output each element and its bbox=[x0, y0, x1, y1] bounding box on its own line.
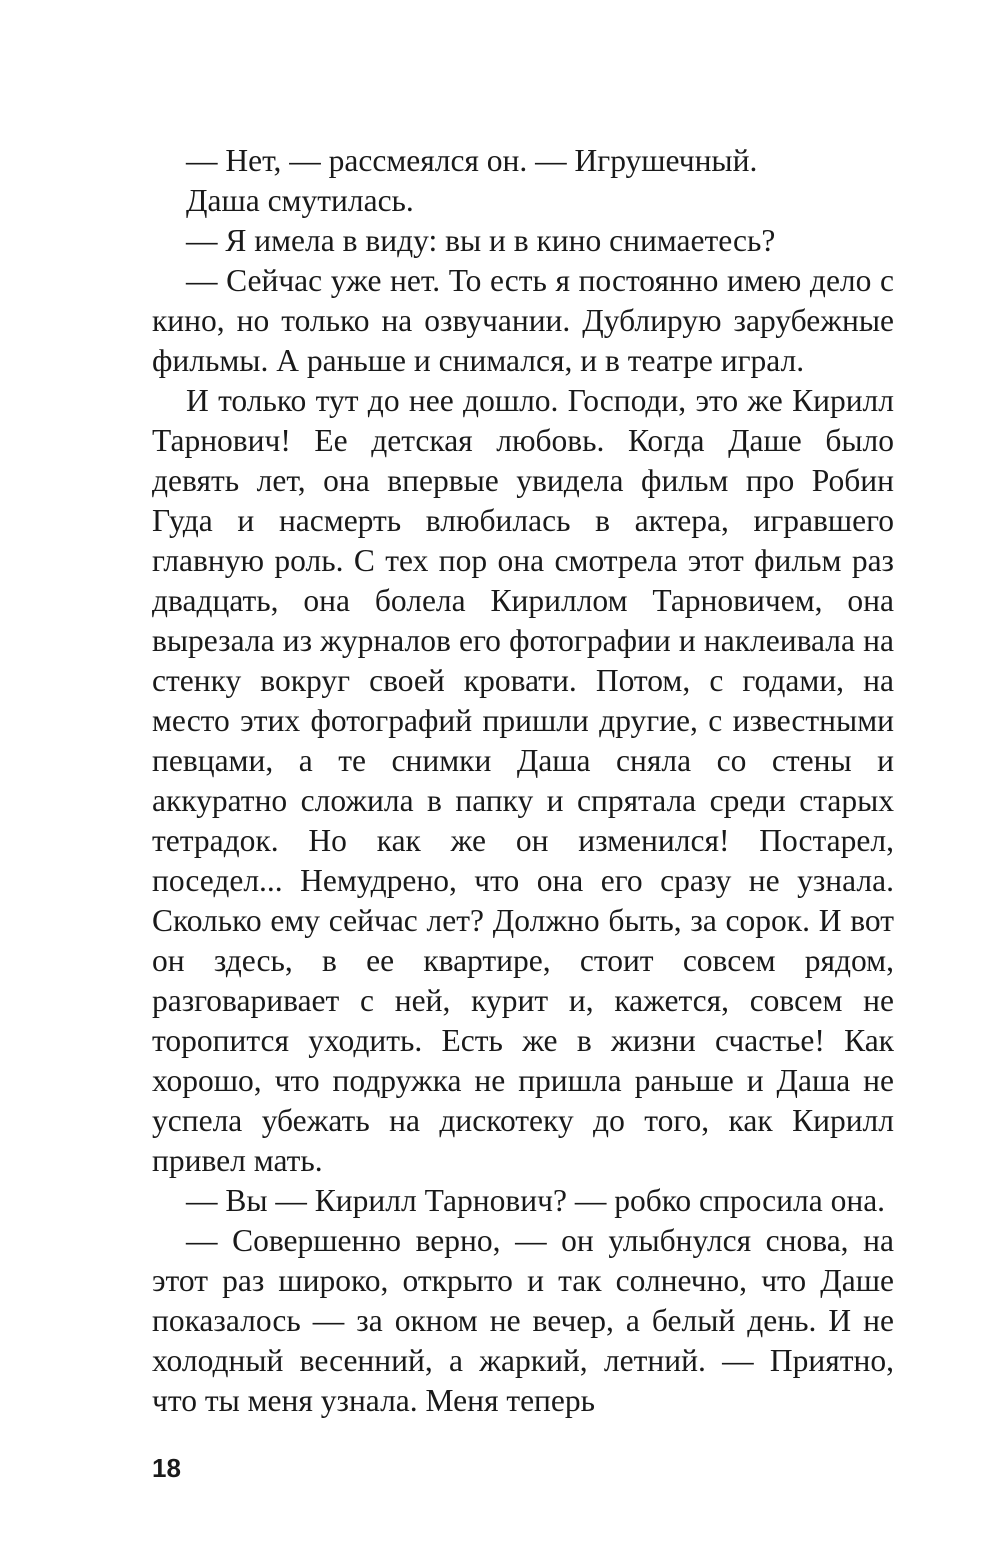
paragraph: — Вы — Кирилл Тарнович? — робко спросила она. bbox=[186, 1183, 886, 1218]
paragraph: — Нет, — рассмеялся он. — Игрушечный. bbox=[186, 143, 758, 178]
paragraph: И только тут до нее дошло. Господи, это же Кирилл Тарнович! Ее детская любовь. Когда Даше было девять лет, она впервые увидела фильм про Робин Гуда и насмерть влюбилась в актера, игравшего главную роль. С тех пор она смотрела этот фильм раз двадцать, она болела Кириллом Тарновичем, она вырезала из журналов его фотографии и наклеивала на стенку вокруг своей кровати. Потом, с годами, на место этих фотографий пришли другие, с известными певцами, а те снимки Даша сняла со стены и аккуратно сложила в папку и спрятала среди старых тетрадок. Но как же он изменился! Постарел, поседел... Немудрено, что она его сразу не узнала. Сколько ему сейчас лет? Должно быть, за сорок. И вот он здесь, в ее квартире, стоит совсем рядом, разговаривает с ней, курит и, кажется, совсем не торопится уходить. Есть же в жизни счастье! Как хорошо, что подружка не пришла раньше и Даша не успела убежать на дискотеку до того, как Кирилл привел мать. bbox=[152, 383, 894, 1178]
paragraph: — Я имела в виду: вы и в кино снимаетесь? bbox=[186, 223, 776, 258]
page-number: 18 bbox=[152, 1453, 181, 1483]
paragraph: — Сейчас уже нет. То есть я постоянно имею дело с кино, но только на озвучании. Дублирую зарубежные фильмы. А раньше и снимался, и в театре играл. bbox=[152, 263, 894, 378]
paragraph: Даша смутилась. bbox=[186, 183, 414, 218]
paragraph: — Совершенно верно, — он улыбнулся снова, на этот раз широко, открыто и так солнечно, что Даше показалось — за окном не вечер, а белый день. И не холодный весенний, а жаркий, летний. — Приятно, что ты меня узнала. Меня теперь bbox=[152, 1223, 894, 1418]
body-text bbox=[152, 141, 894, 1421]
